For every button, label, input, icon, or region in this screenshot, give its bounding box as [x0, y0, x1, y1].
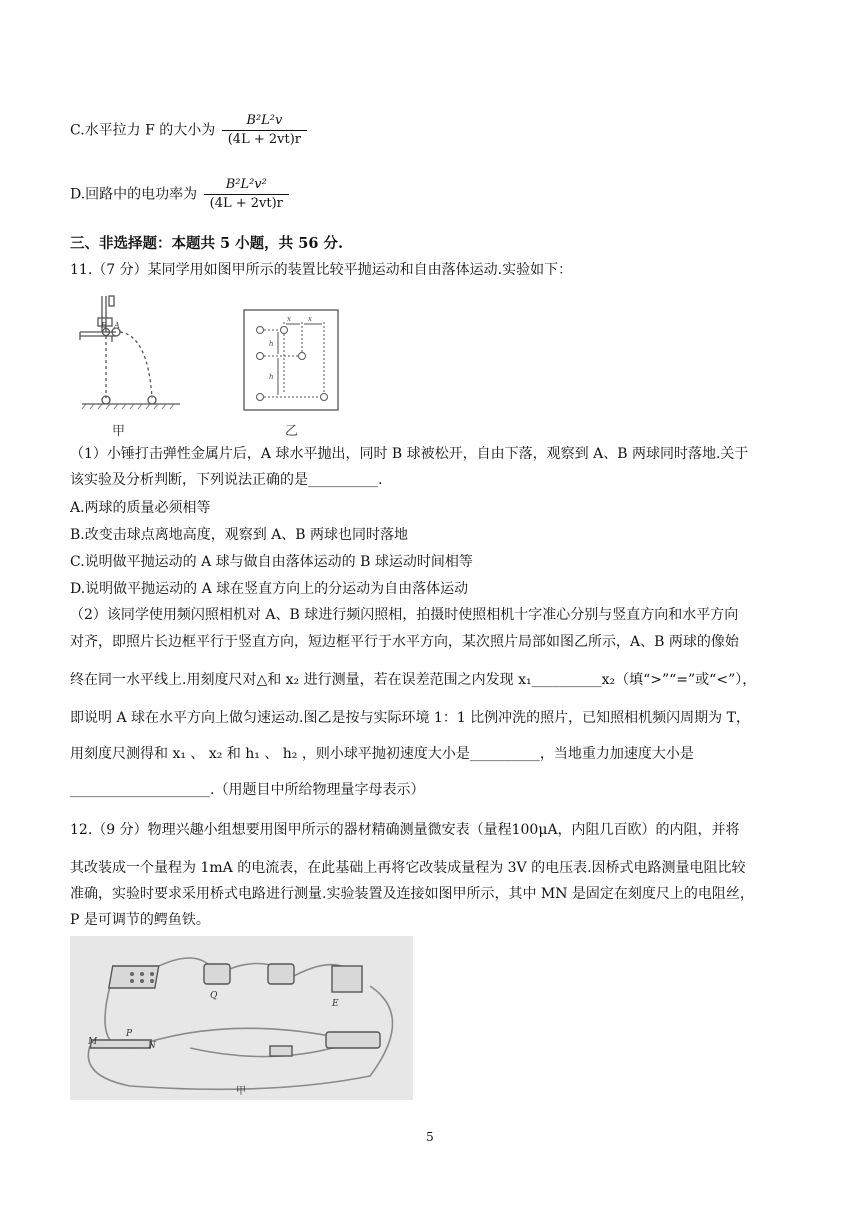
q11-option-d: D.说明做平抛运动的 A 球在竖直方向上的分运动为自由落体运动 [70, 581, 469, 597]
q11-part2-line2: 对齐，即照片长边框平行于竖直方向，短边框平行于水平方向，某次照片局部如图乙所示，A、B 两球的像始 [70, 634, 739, 650]
q12-line4: P 是可调节的鳄鱼铁。 [70, 912, 210, 928]
page-number: 5 [426, 1130, 434, 1144]
option-c-fraction [222, 112, 307, 149]
q11-part2-line4: 即说明 A 球在水平方向上做匀速运动.图乙是按与实际环境 1：1 比例冲洗的照片，已知照相机频闪周期为 T， [70, 710, 750, 726]
q11-part1-line2: 该实验及分析判断，下列说法正确的是__________. [70, 472, 383, 488]
figure-yi-caption: 乙 [285, 424, 299, 439]
svg-text:h: h [269, 340, 274, 348]
q12-line2: 其改装成一个量程为 1mA 的电流表，在此基础上再将它改装成量程为 3V 的电压表.因桥式电路测量电阻比较 [70, 860, 746, 876]
option-c [70, 112, 307, 149]
label-p: P [126, 1029, 133, 1039]
circuit-photo-drawing [70, 936, 413, 1100]
svg-text:B: B [101, 321, 107, 330]
q11-part2-line1: （2）该同学使用频闪照相机对 A、B 球进行频闪照相，拍摄时使照相机十字准心分别与竖直方向和水平方向 [70, 607, 739, 623]
figure-yi-photo [242, 308, 340, 412]
q11-option-b: B.改变击球点离地高度，观察到 A、B 两球也同时落地 [70, 527, 409, 543]
svg-text:x: x [287, 315, 291, 323]
photo-caption: 甲 [236, 1086, 246, 1097]
q11-part2-line5: 用刻度尺测得和 x₁ 、 x₂ 和 h₁ 、 h₂ ，则小球平抛初速度大小是__________，当地重力加速度大小是 [70, 746, 694, 762]
option-d-fraction [204, 176, 289, 213]
svg-text:h: h [269, 373, 274, 381]
option-c-numerator: B²L²v [222, 112, 307, 131]
circuit-apparatus-photo [70, 936, 413, 1100]
q11-part2-line6: ____________________.（用题目中所给物理量字母表示） [70, 782, 425, 798]
q11-part1-line1: （1）小锤打击弹性金属片后，A 球水平抛出，同时 B 球被松开，自由下落，观察到 A、B 两球同时落地.关于 [70, 446, 749, 462]
option-d-text: D.回路中的电功率为 [70, 186, 198, 203]
label-m: M [88, 1037, 98, 1047]
section-title: 三、非选择题：本题共 5 小题，共 56 分. [70, 235, 344, 252]
figure-jia-caption: 甲 [112, 424, 126, 439]
svg-text:A: A [114, 321, 120, 330]
q11-option-a: A.两球的质量必须相等 [70, 500, 211, 516]
q12-line3: 准确，实验时要求采用桥式电路进行测量.实验装置及连接如图甲所示，其中 MN 是固定在刻度尺上的电阻丝， [70, 886, 754, 902]
q11-part2-line3: 终在同一水平线上.用刻度尺对△和 x₂ 进行测量，若在误差范围之内发现 x₁__________x₂（填“>”“=”或“<”）， [70, 672, 757, 688]
q11-header: 11.（7 分）某同学用如图甲所示的装置比较平抛运动和自由落体运动.实验如下： [70, 262, 573, 278]
option-c-text: C.水平拉力 F 的大小为 [70, 122, 216, 139]
label-q: Q [210, 991, 218, 1001]
option-d-denominator: (4L + 2vt)r [209, 196, 283, 211]
option-c-denominator: (4L + 2vt)r [227, 132, 301, 147]
label-n: N [148, 1041, 156, 1051]
label-e: E [332, 999, 339, 1009]
figure-jia-apparatus [76, 292, 186, 412]
q11-option-c: C.说明做平抛运动的 A 球与做自由落体运动的 B 球运动时间相等 [70, 554, 473, 570]
svg-text:x: x [308, 315, 312, 323]
option-d [70, 176, 289, 213]
q12-line1: 12.（9 分）物理兴趣小组想要用图甲所示的器材精确测量微安表（量程100μA，内阻几百欧）的内阻，并将 [70, 822, 740, 838]
option-d-numerator: B²L²v² [204, 176, 289, 195]
